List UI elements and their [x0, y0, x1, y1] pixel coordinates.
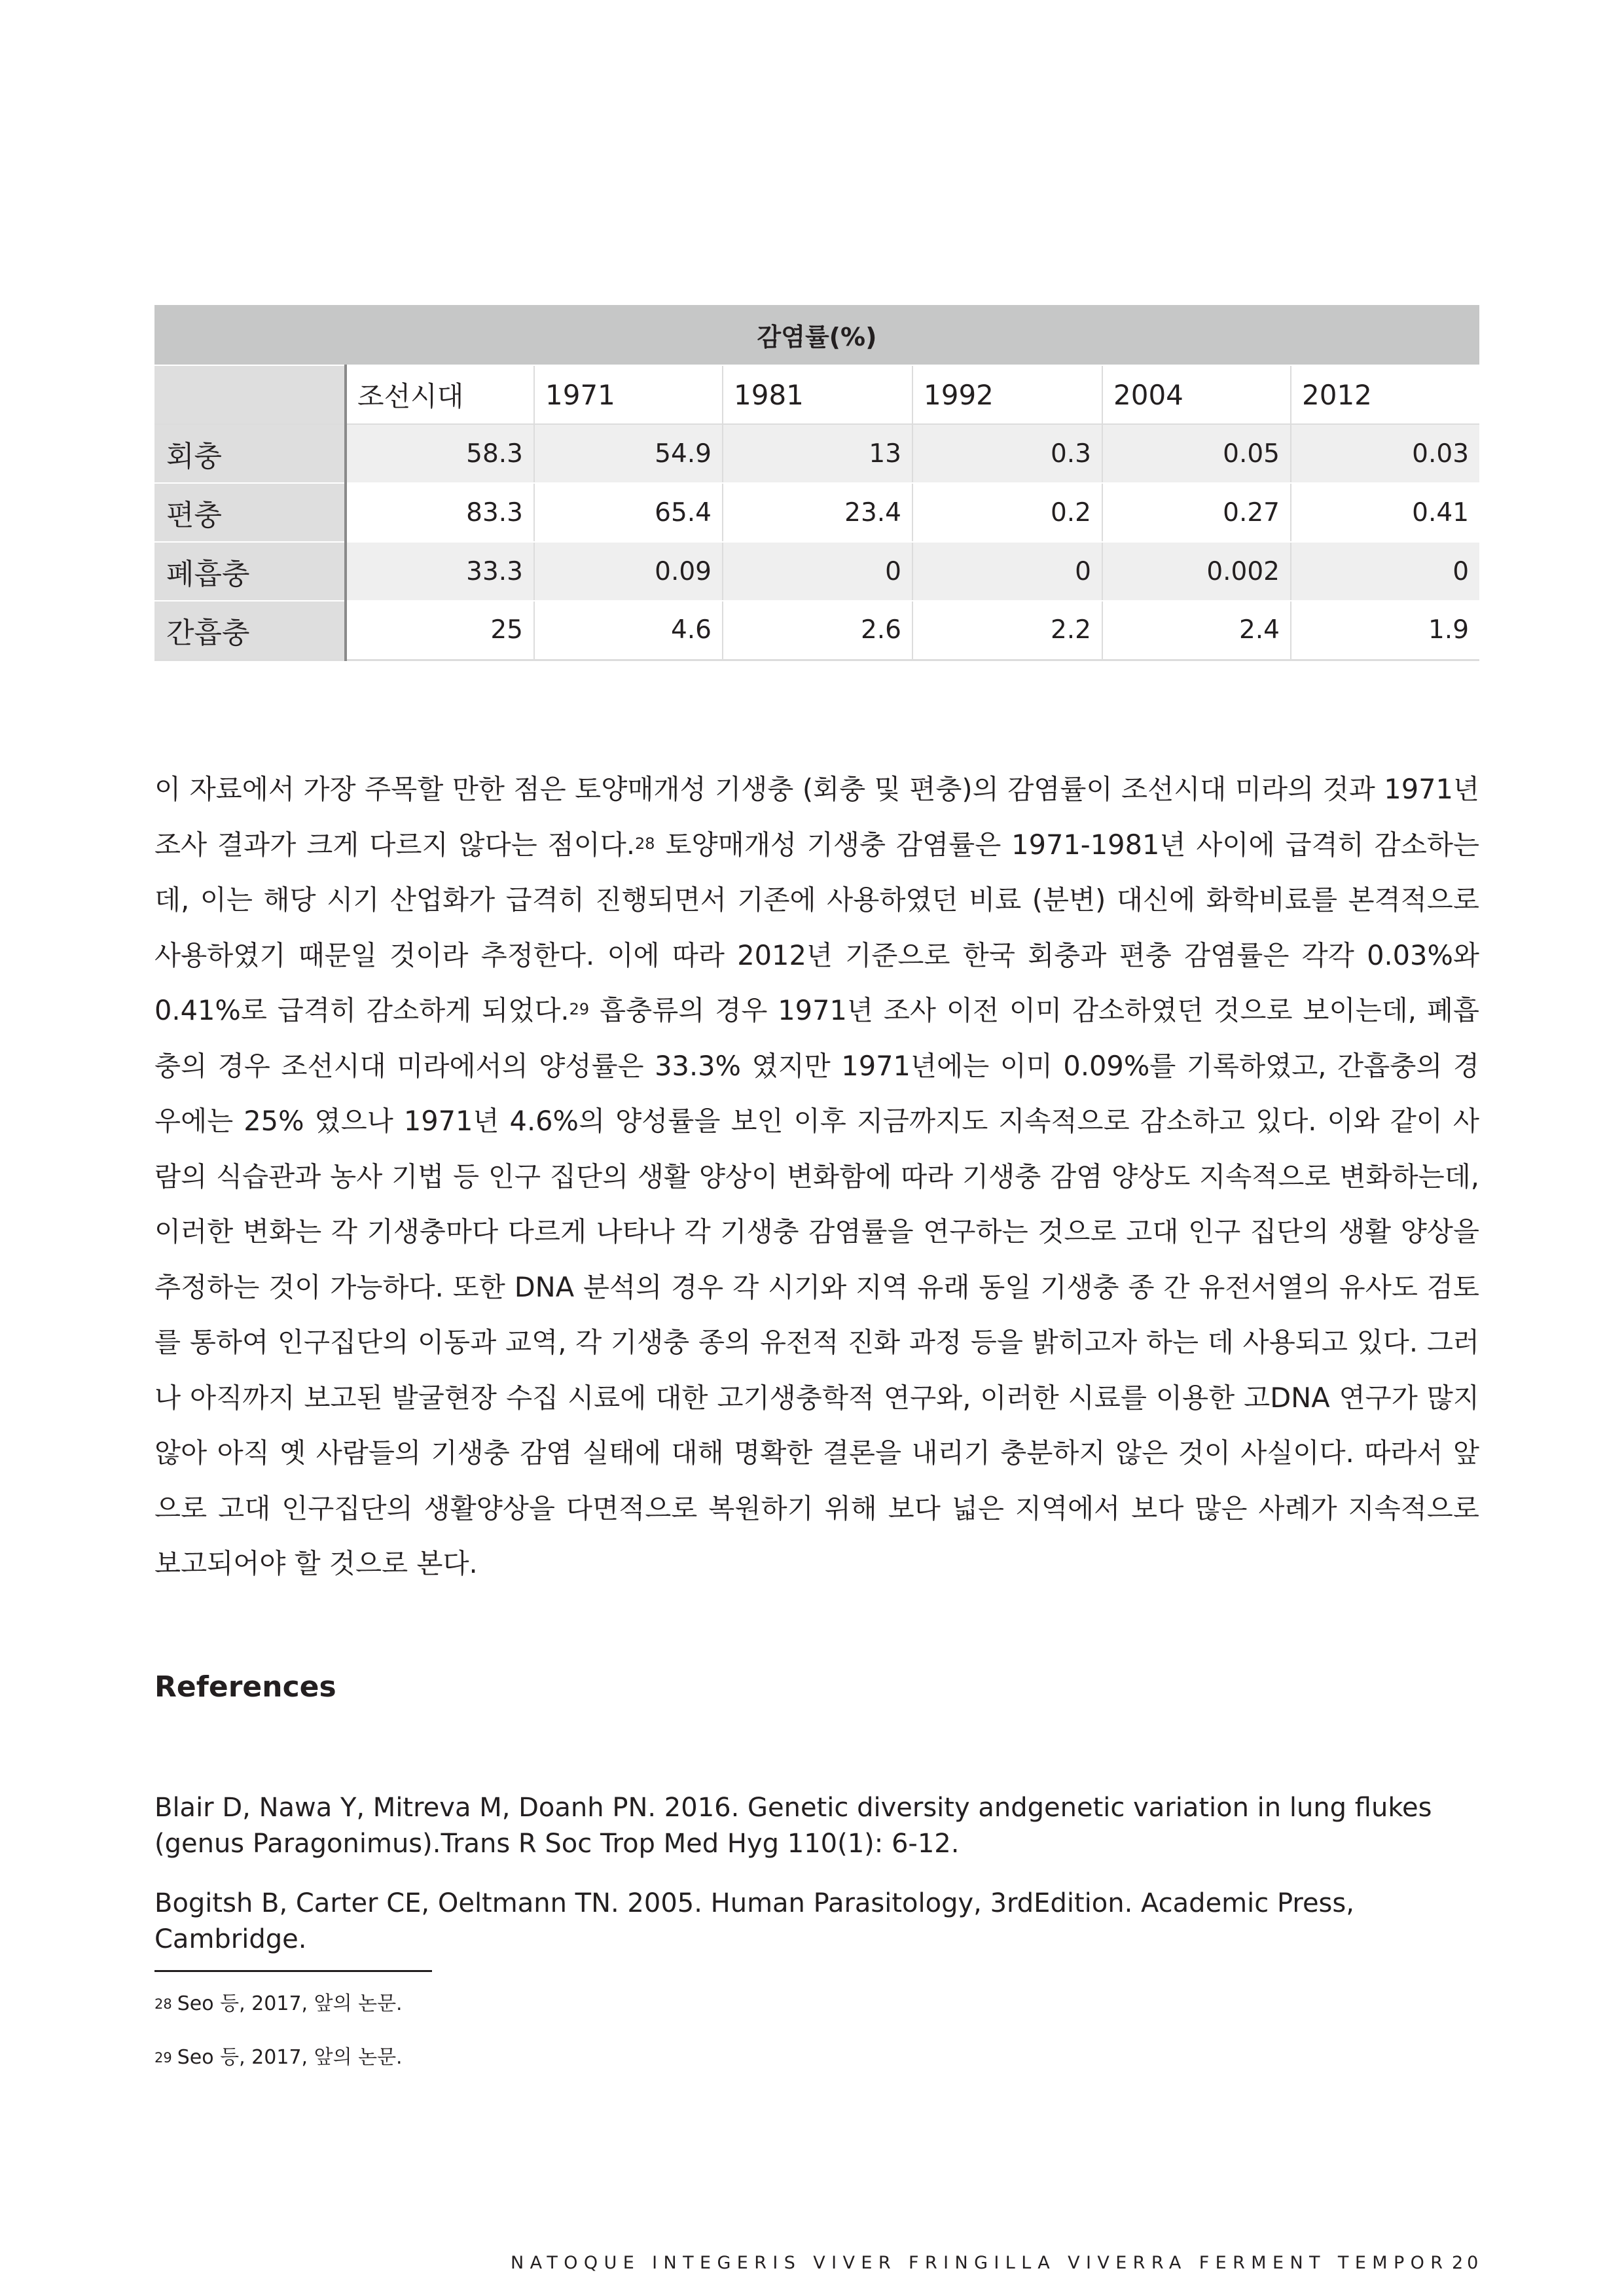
table-cell: 0.2	[912, 483, 1102, 542]
table-year-row	[154, 365, 1479, 424]
table-cell: 54.9	[534, 424, 723, 483]
paragraph-text: 이 자료에서 가장 주목할 만한 점은 토양매개성 기생충 (회충 및 편충)의 감염률이 조선시대 미라의 것과 1971년 조사 결과가 크게 다르지 않다는 점이다.	[154, 773, 1479, 861]
table-cell: 1.9	[1291, 601, 1479, 660]
footnote-divider	[154, 1970, 432, 1972]
footnote	[154, 2045, 403, 2071]
year-header: 조선시대	[346, 365, 534, 424]
year-header: 1992	[912, 365, 1102, 424]
year-header: 2012	[1291, 365, 1479, 424]
table-row	[154, 542, 1479, 601]
table-cell: 58.3	[346, 424, 534, 483]
row-label: 편충	[154, 483, 346, 542]
table-cell: 0	[1291, 542, 1479, 601]
table-cell: 83.3	[346, 483, 534, 542]
footnote-marker[interactable]: 28	[635, 834, 655, 853]
table-cell: 13	[723, 424, 912, 483]
table-corner-cell	[154, 365, 346, 424]
table-cell: 0	[723, 542, 912, 601]
table-cell: 0.27	[1102, 483, 1291, 542]
footnote	[154, 1991, 403, 2017]
year-header: 2004	[1102, 365, 1291, 424]
paragraph-text: 흡충류의 경우 1971년 조사 이전 이미 감소하였던 것으로 보이는데, 폐흡충의 경우 조선시대 미라에서의 양성률은 33.3% 였지만 1971년에는 이미 0.09%를 기록하였고, 간흡충의 경우에는 25% 였으나 1971년 4.6%의 양성률을 보인 이후 지금까지도 지속적으로 감소하고 있다. 이와 같이 사람의 식습관과 농사 기법 등 인구 집단의 생활 양상이 변화함에 따라 기생충 감염 양상도 지속적으로 변화하는데, 이러한 변화는 각 기생충마다 다르게 나타나 각 기생충 감염률을 연구하는 것으로 고대 인구 집단의 생활 양상을 추정하는 것이 가능하다. 또한 DNA 분석의 경우 각 시기와 지역 유래 동일 기생충 종 간 유전서열의 유사도 검토를 통하여 인구집단의 이동과 교역, 각 기생충 종의 유전적 진화 과정 등을 밝히고자 하는 데 사용되고 있다. 그러나 아직까지 보고된 발굴현장 수집 시료에 대한 고기생충학적 연구와, 이러한 시료를 이용한 고DNA 연구가 많지 않아 아직 옛 사람들의 기생충 감염 실태에 대해 명확한 결론을 내리기 충분하지 않은 것이 사실이다. 따라서 앞으로 고대 인구집단의 생활양상을 다면적으로 복원하기 위해 보다 넓은 지역에서 보다 많은 사례가 지속적으로 보고되어야 할 것으로 본다.	[154, 994, 1479, 1579]
table-cell: 0.3	[912, 424, 1102, 483]
table-cell: 2.2	[912, 601, 1102, 660]
row-label: 간흡충	[154, 601, 346, 660]
footnote-text: Seo 등, 2017, 앞의 논문.	[177, 2046, 403, 2069]
table-cell: 0.03	[1291, 424, 1479, 483]
footnote-text: Seo 등, 2017, 앞의 논문.	[177, 1992, 403, 2015]
footnote-marker[interactable]: 29	[569, 1000, 590, 1018]
table-row	[154, 424, 1479, 483]
year-header: 1981	[723, 365, 912, 424]
body-paragraph	[154, 762, 1479, 1592]
running-footer-title: NATOQUE INTEGERIS VIVER FRINGILLA VIVERRA FERMENT TEMPOR	[511, 2253, 1449, 2273]
table-cell: 0.41	[1291, 483, 1479, 542]
table-row	[154, 601, 1479, 660]
footnote-number: 29	[154, 2050, 172, 2066]
table-cell: 0	[912, 542, 1102, 601]
table-cell: 33.3	[346, 542, 534, 601]
row-label: 회충	[154, 424, 346, 483]
table-cell: 23.4	[723, 483, 912, 542]
references-list	[154, 1790, 1479, 1981]
reference-item: Blair D, Nawa Y, Mitreva M, Doanh PN. 2016. Genetic diversity andgenetic variation in lung flukes (genus Paragonimus).Trans R Soc Trop Med Hyg 110(1): 6-12.	[154, 1793, 1432, 1859]
table-header-row	[154, 305, 1479, 365]
footnote-number: 28	[154, 1996, 172, 2012]
infection-rate-table	[154, 305, 1479, 661]
table-cell: 4.6	[534, 601, 723, 660]
page-number: 20	[1452, 2253, 1483, 2273]
table-cell: 0.09	[534, 542, 723, 601]
year-header: 1971	[534, 365, 723, 424]
reference-item: Bogitsh B, Carter CE, Oeltmann TN. 2005. Human Parasitology, 3rdEdition. Academic Press, Cambridge.	[154, 1888, 1354, 1954]
table-cell: 0.002	[1102, 542, 1291, 601]
table-cell: 0.05	[1102, 424, 1291, 483]
table-cell: 25	[346, 601, 534, 660]
table-row	[154, 483, 1479, 542]
paragraph-text: 토양매개성 기생충 감염률은 1971-1981년 사이에 급격히 감소하는데, 이는 해당 시기 산업화가 급격히 진행되면서 기존에 사용하였던 비료 (분변) 대신에 화학비료를 본격적으로 사용하였기 때문일 것이라 추정한다. 이에 따라 2012년 기준으로 한국 회충과 편충 감염률은 각각 0.03%와 0.41%로 급격히 감소하게 되었다.	[154, 828, 1479, 1026]
references-heading: References	[154, 1670, 336, 1704]
row-label: 폐흡충	[154, 542, 346, 601]
table-header-title: 감염률(%)	[154, 305, 1479, 365]
table-cell: 65.4	[534, 483, 723, 542]
table-cell: 2.4	[1102, 601, 1291, 660]
table-cell: 2.6	[723, 601, 912, 660]
